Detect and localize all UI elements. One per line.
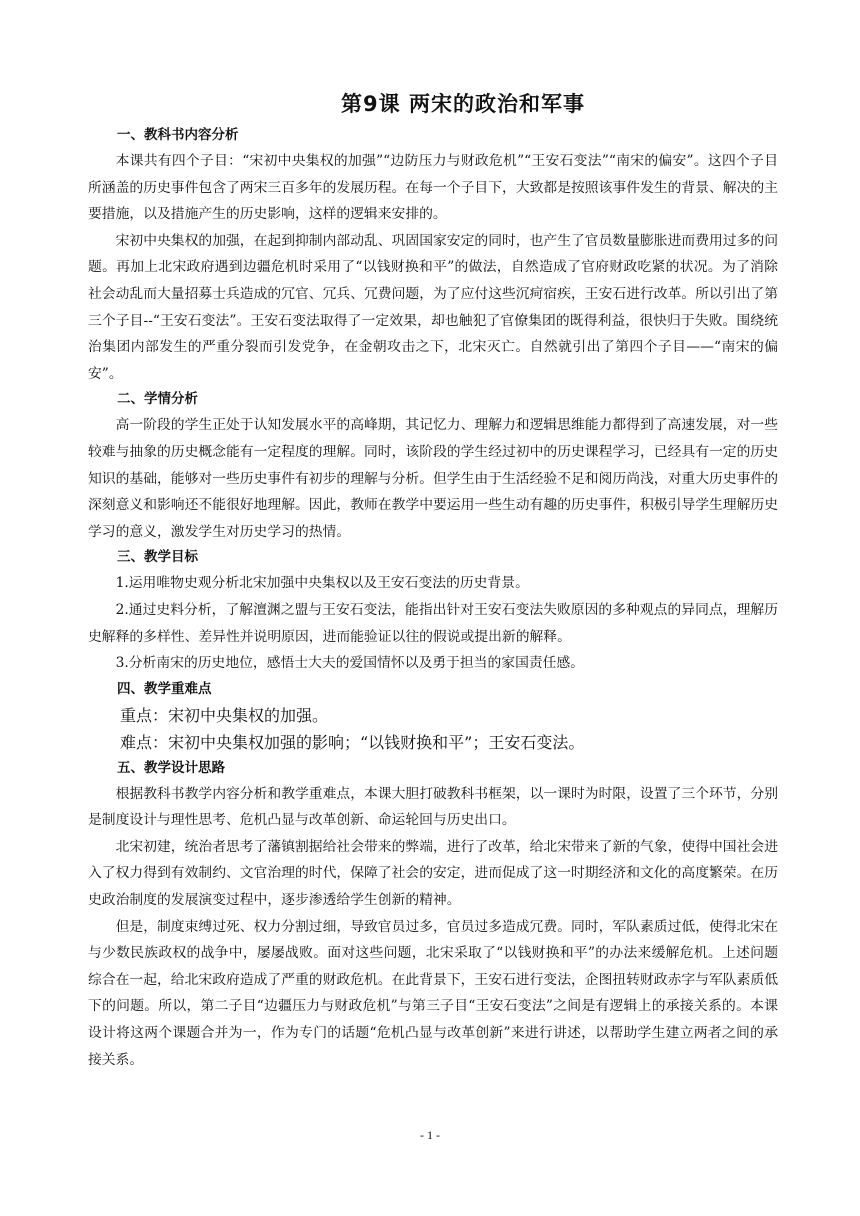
section-heading-2: 二、学情分析 [117, 391, 198, 408]
paragraph: 根据教科书教学内容分析和教学重难点，本课大胆打破教科书框架，以一课时为时限，设置了三个环节，分别是制度设计与理性思考、危机凸显与改革创新、命运轮回与历史出口。 [88, 785, 778, 829]
paragraph: 高一阶段的学生正处于认知发展水平的高峰期，其记忆力、理解力和逻辑思维能力都得到了高速发展，对一些较难与抽象的历史概念能有一定程度的理解。同时，该阶段的学生经过初中的历史课程学习，已经具有一定的历史知识的基础，能够对一些历史事件有初步的理解与分析。但学生由于生活经验不足和阅历尚浅，对重大历史事件的深刻意义和影响还不能很好地理解。因此，教师在教学中要运用一些生动有趣的历史事件，积极引导学生理解历史学习的意义，激发学生对历史学习的热情。 [88, 417, 778, 540]
objective-item: 2.通过史料分析，了解澶渊之盟与王安石变法，能指出针对王安石变法失败原因的多种观点的异同点，理解历史解释的多样性、差异性并说明原因，进而能验证以往的假说或提出新的解释。 [88, 601, 778, 645]
paragraph: 宋初中央集权的加强，在起到抑制内部动乱、巩固国家安定的同时，也产生了官员数量膨胀进而费用过多的问题。再加上北宋政府遇到边疆危机时采用了“以钱财换和平”的做法，自然造成了官府财政吃紧的状况。为了消除社会动乱而大量招募士兵造成的冗官、冗兵、冗费问题，为了应付这些沉疴宿疾，王安石进行改革。所以引出了第三个子目--“王安石变法”。王安石变法取得了一定效果，却也触犯了官僚集团的既得利益，很快归于失败。围绕统治集团内部发生的严重分裂而引发党争，在金朝攻击之下，北宋灭亡。自然就引出了第四个子目——“南宋的偏安”。 [88, 232, 778, 382]
document-body [88, 88, 778, 1073]
difficult-point: 难点：宋初中央集权加强的影响；“以钱财换和平”；王安石变法。 [120, 732, 585, 752]
objective-item: 3.分析南宋的历史地位，感悟士大夫的爱国情怀以及勇于担当的家国责任感。 [115, 655, 585, 672]
paragraph: 本课共有四个子目：“宋初中央集权的加强”“边防压力与财政危机”“王安石变法”“南宋的偏安”。这四个子目所涵盖的历史事件包含了两宋三百多年的发展历程。在每一个子目下，大致都是按照该事件发生的背景、解决的主要措施，以及措施产生的历史影响，这样的逻辑来安排的。 [88, 153, 778, 223]
section-heading-1: 一、教科书内容分析 [117, 127, 239, 143]
key-point: 重点：宋初中央集权的加强。 [120, 705, 329, 725]
paragraph: 北宋初建，统治者思考了藩镇割据给社会带来的弊端，进行了改革，给北宋带来了新的气象，使得中国社会进入了权力得到有效制约、文官治理的时代，保障了社会的安定，进而促成了这一时期经济和文化的高度繁荣。在历史政治制度的发展演变过程中，逐步渗透给学生创新的精神。 [88, 838, 778, 909]
paragraph: 但是，制度束缚过死、权力分割过细，导致官员过多，官员过多造成冗费。同时，军队素质过低，使得北宋在与少数民族政权的战争中，屡屡战败。面对这些问题，北宋采取了“以钱财换和平”的办法来缓解危机。上述问题综合在一起，给北宋政府造成了严重的财政危机。在此背景下，王安石进行变法，企图扭转财政赤字与军队素质低下的问题。所以，第二子目“边疆压力与财政危机”与第三子目“王安石变法”之间是有逻辑上的承接关系的。本课设计将这两个课题合并为一，作为专门的话题“危机凸显与改革创新”来进行讲述，以帮助学生建立两者之间的承接关系。 [88, 918, 778, 1068]
objective-item: 1.运用唯物史观分析北宋加强中央集权以及王安石变法的历史背景。 [115, 575, 529, 592]
section-heading-3: 三、教学目标 [117, 549, 198, 566]
section-heading-4: 四、教学重难点 [117, 680, 212, 697]
page-title: 第9课 两宋的政治和军事 [341, 92, 585, 116]
page-number: - 1 - [420, 1128, 440, 1142]
section-heading-5: 五、教学设计思路 [117, 759, 225, 776]
